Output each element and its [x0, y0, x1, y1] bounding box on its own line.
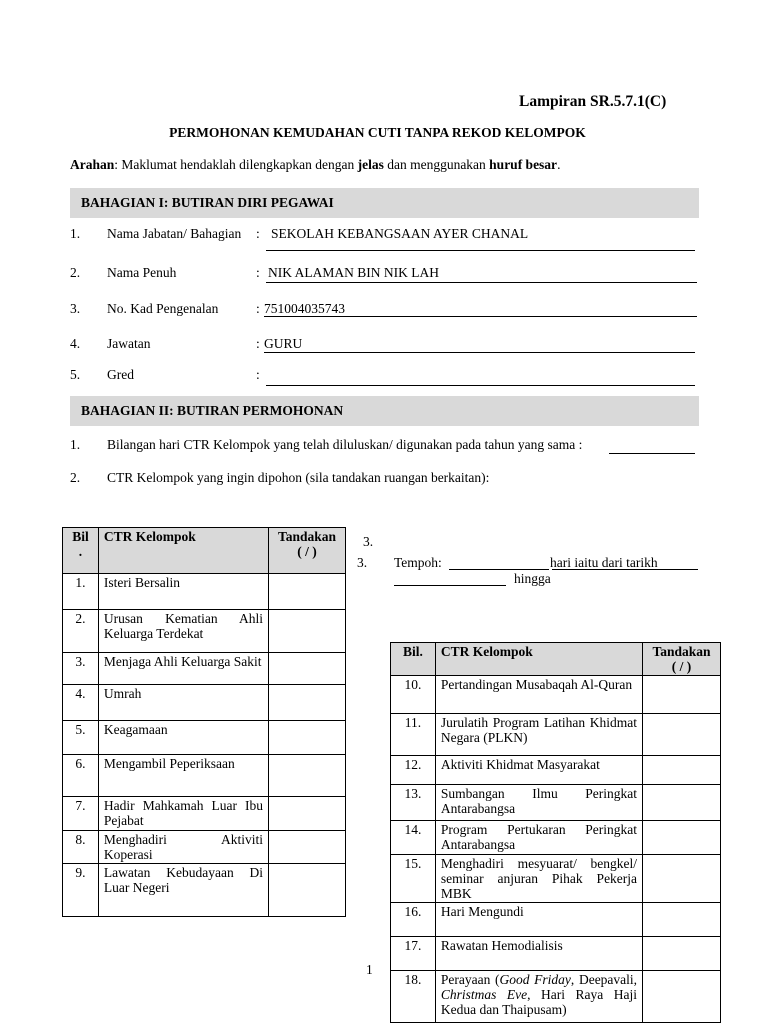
instruction-text: : Maklumat hendaklah dilengkapkan dengan	[114, 157, 358, 172]
table-row	[391, 676, 721, 714]
field-number: 1.	[70, 226, 81, 241]
ctr-table-part-1	[62, 527, 346, 917]
row-label: Isteri Bersalin	[98, 574, 268, 610]
tick-cell[interactable]	[643, 821, 721, 855]
row-label: Jurulatih Program Latihan Khidmat Negara (PLKN)	[435, 714, 642, 756]
tick-cell[interactable]	[643, 903, 721, 937]
table-row	[63, 721, 346, 755]
row-label: Urusan Kematian Ahli Keluarga Terdekat	[98, 610, 268, 653]
field-number: 5.	[70, 367, 81, 382]
row-label-festivals: Perayaan (Good Friday, Deepavali, Christmas Eve, Hari Raya Haji Kedua dan Thaipusam)	[435, 971, 642, 1023]
grade-underline	[266, 385, 695, 386]
position-field[interactable]: GURU	[264, 336, 303, 351]
table-row	[63, 685, 346, 721]
question-approved-days: Bilangan hari CTR Kelompok yang telah diluluskan/ digunakan pada tahun yang sama :	[107, 437, 583, 452]
row-number: 14.	[391, 821, 436, 855]
field-colon: :	[256, 265, 260, 280]
tick-cell[interactable]	[643, 937, 721, 971]
position-underline	[264, 352, 695, 353]
field-number: 2.	[70, 265, 81, 280]
duration-from-date-field[interactable]	[394, 585, 506, 586]
form-title: PERMOHONAN KEMUDAHAN CUTI TANPA REKOD KELOMPOK	[169, 125, 586, 140]
field-colon: :	[256, 226, 260, 241]
row-label: Menghadiri mesyuarat/ bengkel/ seminar anjuran Pihak Pekerja MBK	[435, 855, 642, 903]
ctr-table-part-2	[390, 642, 721, 1023]
tick-cell[interactable]	[643, 785, 721, 821]
question-number: 1.	[70, 437, 81, 452]
tick-cell[interactable]	[269, 685, 346, 721]
field-number: 3.	[70, 301, 81, 316]
row-label: Aktiviti Khidmat Masyarakat	[435, 756, 642, 785]
ic-number-field[interactable]: 751004035743	[264, 301, 345, 316]
row-number: 9.	[63, 864, 99, 917]
table-row	[63, 755, 346, 797]
row-label: Hadir Mahkamah Luar Ibu Pejabat	[98, 797, 268, 831]
row-label: Pertandingan Musabaqah Al-Quran	[435, 676, 642, 714]
field-label-grade: Gred	[107, 367, 134, 382]
instruction-bold-clear: jelas	[357, 157, 384, 172]
row-number: 10.	[391, 676, 436, 714]
row-label: Sumbangan Ilmu Peringkat Antarabangsa	[435, 785, 642, 821]
column-header-tandakan: Tandakan ( / )	[643, 643, 721, 676]
duration-from-date-label: hari iaitu dari tarikh	[550, 555, 658, 570]
table-row	[391, 714, 721, 756]
row-label: Keagamaan	[98, 721, 268, 755]
table-header-row	[391, 643, 721, 676]
approved-days-field[interactable]	[609, 453, 695, 454]
row-label: Menghadiri Aktiviti Koperasi	[98, 831, 268, 864]
table-row	[63, 653, 346, 685]
table-row	[63, 610, 346, 653]
row-number: 15.	[391, 855, 436, 903]
tick-cell[interactable]	[643, 676, 721, 714]
row-number: 8.	[63, 831, 99, 864]
duration-from-date-underline	[552, 569, 698, 570]
row-number: 6.	[63, 755, 99, 797]
table-row	[63, 574, 346, 610]
duration-days-field[interactable]	[449, 569, 549, 570]
field-colon: :	[256, 367, 260, 382]
column-header-tandakan: Tandakan ( / )	[269, 528, 346, 574]
field-label-ic-number: No. Kad Pengenalan	[107, 301, 219, 316]
department-field[interactable]: SEKOLAH KEBANGSAAN AYER CHANAL	[271, 226, 529, 241]
table-row	[63, 831, 346, 864]
column-header-bil: Bil.	[391, 643, 436, 676]
row-number: 4.	[63, 685, 99, 721]
question-number: 2.	[70, 470, 81, 485]
table-row	[391, 903, 721, 937]
instruction-line	[70, 157, 560, 173]
row-number: 5.	[63, 721, 99, 755]
instruction-bold-caps: huruf besar	[489, 157, 558, 172]
tick-cell[interactable]	[269, 755, 346, 797]
tick-cell[interactable]	[269, 831, 346, 864]
column-header-ctr: CTR Kelompok	[435, 643, 642, 676]
row-number: 2.	[63, 610, 99, 653]
table-row	[63, 864, 346, 917]
field-label-position: Jawatan	[107, 336, 151, 351]
column-header-ctr: CTR Kelompok	[98, 528, 268, 574]
row-number: 3.	[63, 653, 99, 685]
row-number: 13.	[391, 785, 436, 821]
row-number: 7.	[63, 797, 99, 831]
duration-until-label: hingga	[514, 571, 551, 586]
instruction-label: Arahan	[70, 157, 115, 172]
table-row	[391, 971, 721, 1023]
tick-cell[interactable]	[643, 714, 721, 756]
duration-label: Tempoh:	[394, 555, 442, 570]
tick-cell[interactable]	[269, 797, 346, 831]
field-colon: :	[256, 336, 260, 351]
column-header-bil: Bil .	[63, 528, 99, 574]
question-number-ghost: 3.	[363, 534, 374, 549]
table-row	[391, 855, 721, 903]
tick-cell[interactable]	[643, 855, 721, 903]
section-1-heading: BAHAGIAN I: BUTIRAN DIRI PEGAWAI	[70, 188, 699, 218]
table-row	[391, 937, 721, 971]
full-name-underline	[266, 282, 697, 283]
row-number: 18.	[391, 971, 436, 1023]
instruction-text: dan menggunakan	[383, 157, 490, 172]
table-row	[391, 756, 721, 785]
row-number: 1.	[63, 574, 99, 610]
field-label-department: Nama Jabatan/ Bahagian	[107, 226, 242, 241]
row-label: Rawatan Hemodialisis	[435, 937, 642, 971]
table-header-row	[63, 528, 346, 574]
table-row	[391, 785, 721, 821]
tick-cell[interactable]	[269, 721, 346, 755]
table-row	[391, 821, 721, 855]
ic-number-underline	[264, 316, 697, 317]
department-underline	[266, 250, 695, 251]
row-label: Menjaga Ahli Keluarga Sakit	[98, 653, 268, 685]
question-ctr-type: CTR Kelompok yang ingin dipohon (sila tandakan ruangan berkaitan):	[107, 470, 490, 485]
instruction-text: .	[557, 157, 561, 172]
attachment-reference: Lampiran SR.5.7.1(C)	[519, 93, 667, 110]
field-number: 4.	[70, 336, 81, 351]
row-label: Program Pertukaran Peringkat Antarabangsa	[435, 821, 642, 855]
tick-cell[interactable]	[269, 653, 346, 685]
field-label-full-name: Nama Penuh	[107, 265, 177, 280]
tick-cell[interactable]	[269, 610, 346, 653]
full-name-field[interactable]: NIK ALAMAN BIN NIK LAH	[268, 265, 439, 280]
row-number: 17.	[391, 937, 436, 971]
row-number: 11.	[391, 714, 436, 756]
row-label: Umrah	[98, 685, 268, 721]
section-2-heading: BAHAGIAN II: BUTIRAN PERMOHONAN	[70, 396, 699, 426]
table-row	[63, 797, 346, 831]
row-label: Lawatan Kebudayaan Di Luar Negeri	[98, 864, 268, 917]
tick-cell[interactable]	[269, 574, 346, 610]
row-label: Hari Mengundi	[435, 903, 642, 937]
row-label: Mengambil Peperiksaan	[98, 755, 268, 797]
tick-cell[interactable]	[269, 864, 346, 917]
row-number: 16.	[391, 903, 436, 937]
tick-cell[interactable]	[643, 756, 721, 785]
row-number: 12.	[391, 756, 436, 785]
tick-cell[interactable]	[643, 971, 721, 1023]
question-number: 3.	[357, 555, 368, 570]
page-number: 1	[366, 962, 373, 977]
field-colon: :	[256, 301, 260, 316]
